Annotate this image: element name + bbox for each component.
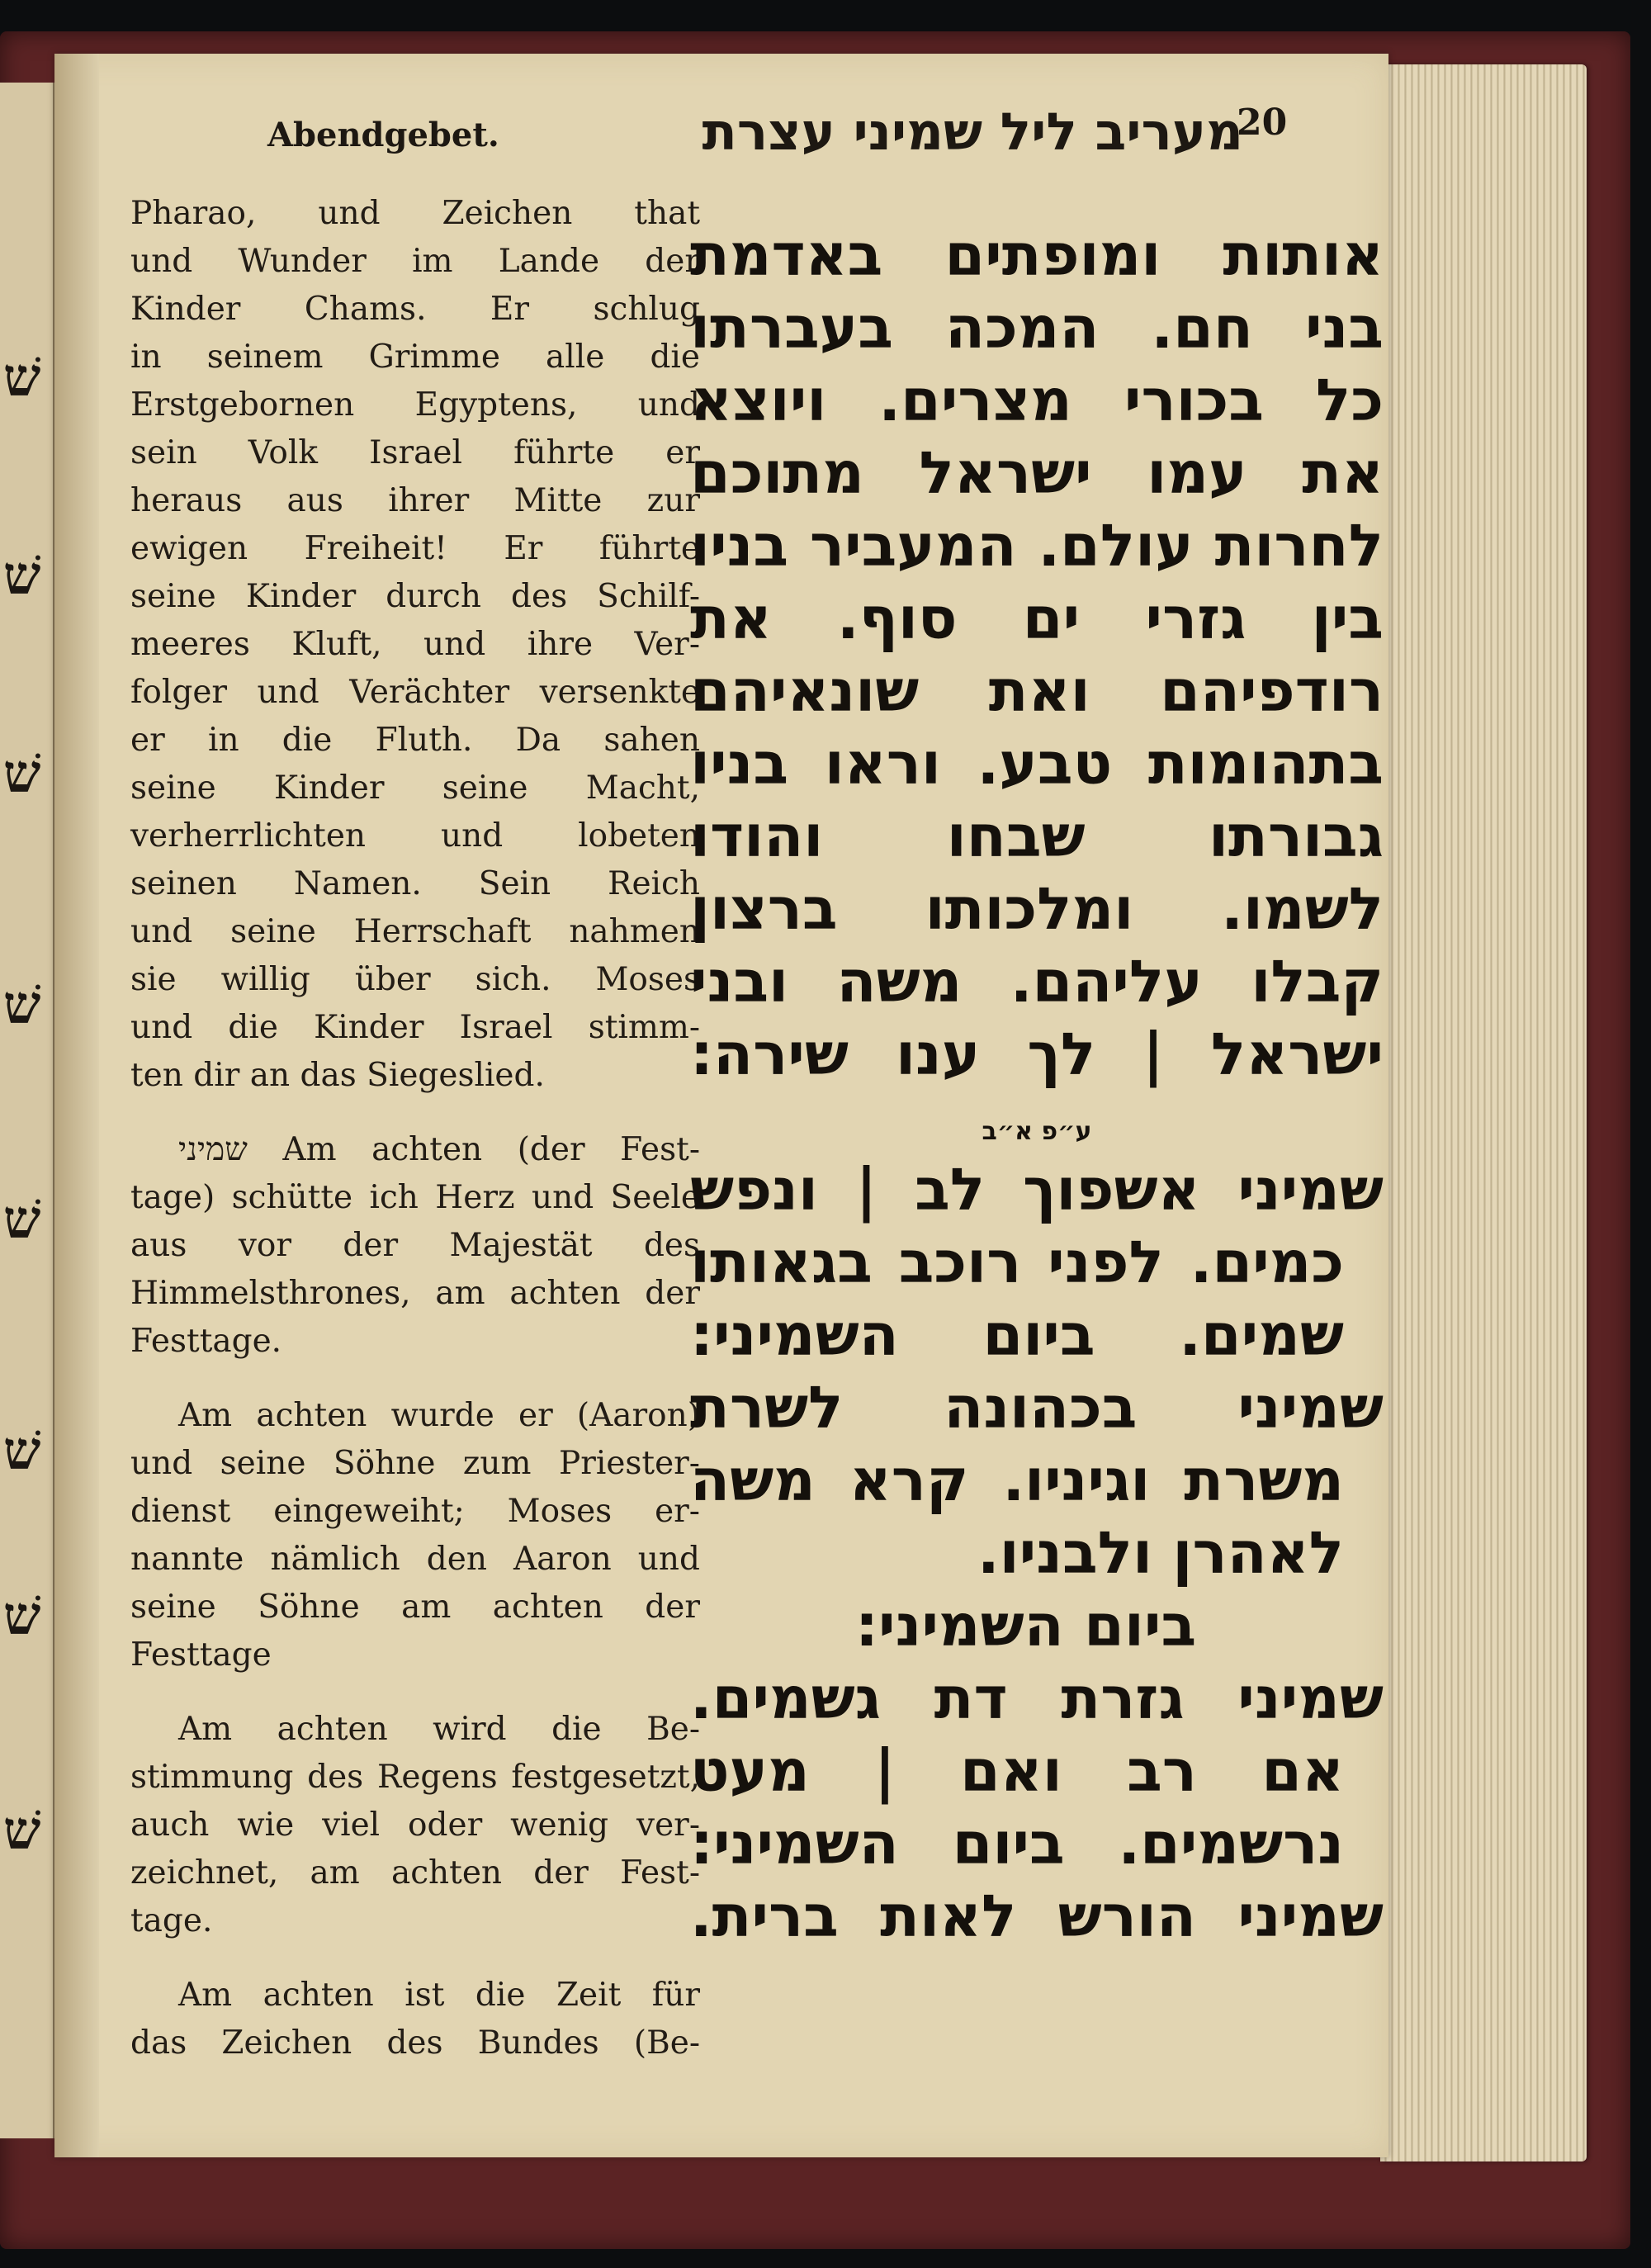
running-head-hebrew: מעריב ליל שמיני עצרת (702, 102, 1243, 162)
text-line: auch wie viel oder wenig ver- (130, 1806, 700, 1844)
text-line: Festtage. (130, 1323, 282, 1360)
hebrew-line: אם רב ואם | מעט (690, 1737, 1344, 1805)
text-line: tage. (130, 1902, 213, 1939)
hebrew-line: גבורתו שבחו והודו (690, 803, 1384, 870)
hebrew-line: רודפיהם ואת שונאיהם (690, 657, 1384, 725)
edge-letter: שׁ (3, 1420, 41, 1482)
text-line: Erstgebornen Egyptens, und (130, 386, 700, 424)
text-line: und seine Söhne zum Priester- (130, 1445, 700, 1482)
text-line: er in die Fluth. Da sahen (130, 722, 700, 759)
text-line: Festtage (130, 1636, 272, 1674)
text-line: stimmung des Regens festgesetzt, (130, 1759, 700, 1796)
text-line: ten dir an das Siegeslied. (130, 1057, 545, 1094)
text-line: Kinder Chams. Er schlug (130, 291, 700, 328)
hebrew-line: קבלו עליהם. משה ובני (690, 948, 1384, 1016)
page-gutter (54, 54, 99, 2157)
hebrew-line: לאהרן ולבניו. (977, 1519, 1344, 1587)
hebrew-line: בני חם. המכה בעברתו (690, 294, 1384, 362)
german-paragraph-3 (130, 1392, 700, 1679)
text-line: Pharao, und Zeichen that (130, 195, 700, 232)
edge-letter: שׁ (3, 1800, 41, 1862)
text-line: Am achten wurde er (Aaron) (178, 1397, 700, 1434)
hebrew-line: את עמו ישראל מתוכם (690, 439, 1384, 507)
previous-page-edge (0, 83, 54, 2138)
edge-letter: שׁ (3, 545, 41, 607)
hebrew-line: שמים. ביום השמיני: (690, 1301, 1344, 1369)
hebrew-line: נרשמים. ביום השמיני: (690, 1810, 1344, 1877)
german-paragraph-1 (130, 190, 700, 1100)
german-translation-column (130, 190, 700, 2094)
text-line: und seine Herrschaft nahmen (130, 913, 700, 950)
text-line: tage) schütte ich Herz und Seele (130, 1179, 700, 1216)
text-line: Himmelsthrones, am achten der (130, 1275, 700, 1312)
german-paragraph-2 (130, 1126, 700, 1366)
edge-letter: שׁ (3, 1585, 41, 1647)
book-page (54, 54, 1388, 2157)
edge-letter: שׁ (3, 347, 41, 409)
edge-letter: שׁ (3, 974, 41, 1036)
text-line: Am achten wird die Be- (178, 1711, 700, 1748)
page-number: 20 (1237, 102, 1288, 144)
text-line: seine Kinder seine Macht, (130, 769, 700, 807)
hebrew-line: אותות ומופתים באדמת (690, 221, 1384, 289)
hebrew-line: לשמו. ומלכותו ברצון (690, 875, 1384, 943)
text-line: dienst eingeweiht; Moses er- (130, 1493, 700, 1530)
hebrew-line: שמיני הורש לאות ברית. (690, 1882, 1384, 1950)
text-line: und Wunder im Lande der (130, 243, 700, 280)
text-line: seine Kinder durch des Schilf- (130, 578, 700, 615)
text-line: nannte nämlich den Aaron und (130, 1541, 700, 1578)
hebrew-line: משרת וגיניו. קרא משה (690, 1447, 1344, 1514)
text-line: Am achten ist die Zeit für (178, 1977, 700, 2014)
hebrew-line: שמיני בכהונה לשרת (690, 1374, 1384, 1442)
edge-letter: שׁ (3, 1189, 41, 1251)
hebrew-prayer-column (690, 219, 1384, 1953)
text-line: seine Söhne am achten der (130, 1589, 700, 1626)
text-line: zeichnet, am achten der Fest- (130, 1854, 700, 1892)
edge-letter: שׁ (3, 743, 41, 805)
text-line: heraus aus ihrer Mitte zur (130, 482, 700, 519)
text-line: ewigen Freiheit! Er führte (130, 530, 700, 567)
hebrew-block-2 (690, 1153, 1384, 1953)
hebrew-line: לחרות עולם. המעביר בניו (690, 512, 1384, 580)
acrostic-label: ע״פ א״ב (982, 1117, 1092, 1146)
hebrew-line: כמים. לפני רוכב בגאותו (690, 1229, 1344, 1296)
hebrew-line: ביום השמיני: (855, 1592, 1197, 1660)
text-line: seinen Namen. Sein Reich (130, 865, 700, 902)
text-line: das Zeichen des Bundes (Be- (130, 2024, 700, 2062)
german-paragraph-4 (130, 1706, 700, 1945)
text-line: in seinem Grimme alle die (130, 339, 700, 376)
text-line: meeres Kluft, und ihre Ver- (130, 626, 700, 663)
text-line: שמיני Am achten (der Fest- (178, 1131, 700, 1168)
text-line: folger und Verächter versenkte (130, 674, 700, 711)
text-line: sein Volk Israel führte er (130, 434, 700, 471)
text-line: sie willig über sich. Moses (130, 961, 700, 998)
text-line: und die Kinder Israel stimm- (130, 1009, 700, 1046)
hebrew-line: בין גזרי ים סוף. את (690, 585, 1384, 652)
hebrew-line: ישראל | לך ענו שירה: (690, 1020, 1384, 1088)
german-paragraph-5 (130, 1972, 700, 2067)
hebrew-block-1 (690, 219, 1384, 1091)
text-line: verherrlichten und lobeten (130, 817, 700, 855)
hebrew-line: בתהומות טבע. וראו בניו (690, 730, 1384, 798)
page-edges (1380, 64, 1587, 2161)
running-head-german: Abendgebet. (267, 116, 499, 154)
hebrew-line: שמיני גזרת דת גשמים. (690, 1664, 1384, 1732)
text-line: aus vor der Majestät des (130, 1227, 700, 1264)
hebrew-line: כל בכורי מצרים. ויוצא (690, 367, 1384, 434)
hebrew-line: שמיני אשפוך לב | ונפש (690, 1156, 1384, 1224)
